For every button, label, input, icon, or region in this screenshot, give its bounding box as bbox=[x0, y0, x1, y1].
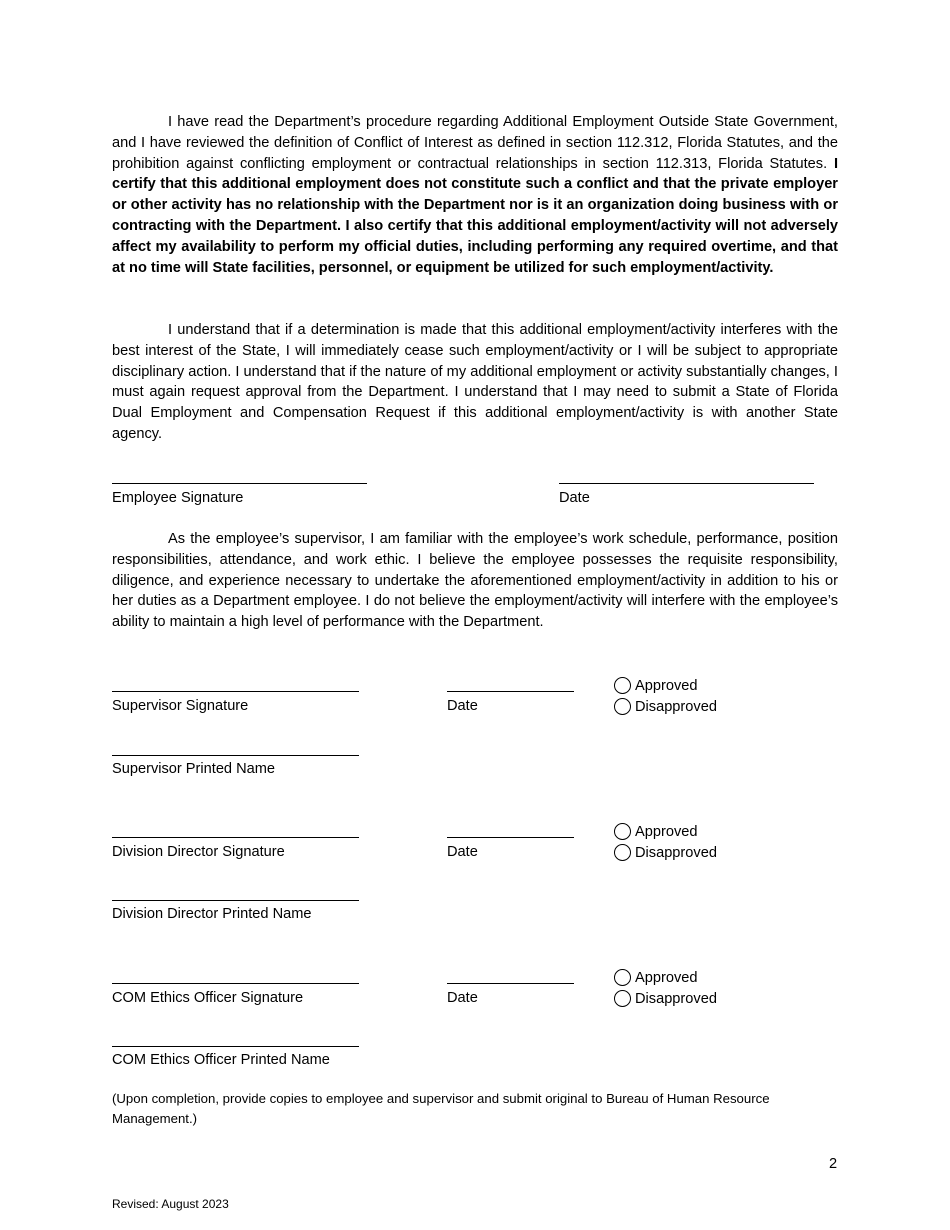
ethics-disapproved-radio[interactable] bbox=[614, 990, 631, 1007]
completion-note: (Upon completion, provide copies to employee and supervisor and submit original to Bureau of Human Resource Management.) bbox=[112, 1091, 770, 1126]
certification-paragraph bbox=[112, 112, 838, 278]
employee-signature-label: Employee Signature bbox=[112, 490, 244, 506]
ethics-date-line[interactable] bbox=[447, 983, 574, 984]
ethics-signature-line[interactable] bbox=[112, 983, 359, 984]
understanding-paragraph bbox=[112, 320, 838, 445]
supervisor-approved-radio[interactable] bbox=[614, 677, 631, 694]
director-signature-line[interactable] bbox=[112, 837, 359, 838]
certification-bold-text: I certify that this additional employment does not constitute such a conflict and that the private employer or other activity has no relationship with the Department nor is it an organization doing business with or contracting with the Department. I also certify that this additional employment/activity will not adversely affect my availability to perform my official duties, including performing any required overtime, and that at no time will State facilities, personnel, or equipment be utilized for such employment/activity. bbox=[112, 155, 838, 276]
employee-date-label: Date bbox=[559, 490, 590, 506]
revision-date: Revised: August 2023 bbox=[112, 1197, 229, 1211]
supervisor-statement-paragraph bbox=[112, 529, 838, 633]
ethics-printed-name-line[interactable] bbox=[112, 1046, 359, 1047]
supervisor-statement-text: As the employee’s supervisor, I am familiar with the employee’s work schedule, performance, position responsibilities, attendance, and work ethic. I believe the employee possesses the requisite responsibility, diligence, and experience necessary to undertake the aforementioned employment/activity in addition to his or her duties as a Department employee. I do not believe the employment/activity will interfere with the employee’s ability to maintain a high level of performance with the Department. bbox=[112, 531, 838, 631]
director-disapproved-option[interactable] bbox=[614, 842, 717, 863]
ethics-printed-name-label: COM Ethics Officer Printed Name bbox=[112, 1052, 330, 1068]
certification-text: I have read the Department’s procedure regarding Additional Employment Outside State Government, and I have reviewed the definition of Conflict of Interest as defined in section 112.312, Florida Statutes, and the prohibition against conflicting employment or contractual relationships in section 112.313, Florida Statutes. bbox=[112, 114, 838, 172]
director-disapproved-label: Disapproved bbox=[635, 844, 717, 861]
director-approved-radio[interactable] bbox=[614, 823, 631, 840]
director-printed-name-label: Division Director Printed Name bbox=[112, 906, 312, 922]
ethics-approved-radio[interactable] bbox=[614, 969, 631, 986]
director-date-label: Date bbox=[447, 844, 478, 860]
ethics-date-label: Date bbox=[447, 990, 478, 1006]
supervisor-printed-name-line[interactable] bbox=[112, 755, 359, 756]
supervisor-signature-label: Supervisor Signature bbox=[112, 698, 249, 714]
supervisor-disapproved-radio[interactable] bbox=[614, 698, 631, 715]
ethics-disapproved-label: Disapproved bbox=[635, 990, 717, 1007]
director-approved-label: Approved bbox=[635, 823, 698, 840]
ethics-signature-label: COM Ethics Officer Signature bbox=[112, 990, 304, 1006]
director-approved-option[interactable] bbox=[614, 821, 697, 842]
ethics-approved-option[interactable] bbox=[614, 967, 697, 988]
director-printed-name-line[interactable] bbox=[112, 900, 359, 901]
supervisor-printed-name-label: Supervisor Printed Name bbox=[112, 761, 276, 777]
supervisor-approved-option[interactable] bbox=[614, 675, 697, 696]
supervisor-approved-label: Approved bbox=[635, 677, 698, 694]
understanding-text: I understand that if a determination is made that this additional employment/activity interferes with the best interest of the State, I will immediately cease such employment/activity or I will be subject to appropriate disciplinary action. I understand that if the nature of my additional employment or activity substantially changes, I must again request approval from the Department. I understand that I may need to submit a State of Florida Dual Employment and Compensation Request if this additional employment/activity is with another State agency. bbox=[112, 322, 838, 442]
director-date-line[interactable] bbox=[447, 837, 574, 838]
supervisor-date-label: Date bbox=[447, 698, 478, 714]
ethics-disapproved-option[interactable] bbox=[614, 988, 717, 1009]
ethics-approved-label: Approved bbox=[635, 969, 698, 986]
supervisor-disapproved-label: Disapproved bbox=[635, 698, 717, 715]
director-disapproved-radio[interactable] bbox=[614, 844, 631, 861]
director-signature-label: Division Director Signature bbox=[112, 844, 285, 860]
supervisor-date-line[interactable] bbox=[447, 691, 574, 692]
employee-date-line[interactable] bbox=[559, 483, 814, 484]
employee-signature-line[interactable] bbox=[112, 483, 367, 484]
supervisor-disapproved-option[interactable] bbox=[614, 696, 717, 717]
page-number: 2 bbox=[829, 1156, 838, 1172]
supervisor-signature-line[interactable] bbox=[112, 691, 359, 692]
